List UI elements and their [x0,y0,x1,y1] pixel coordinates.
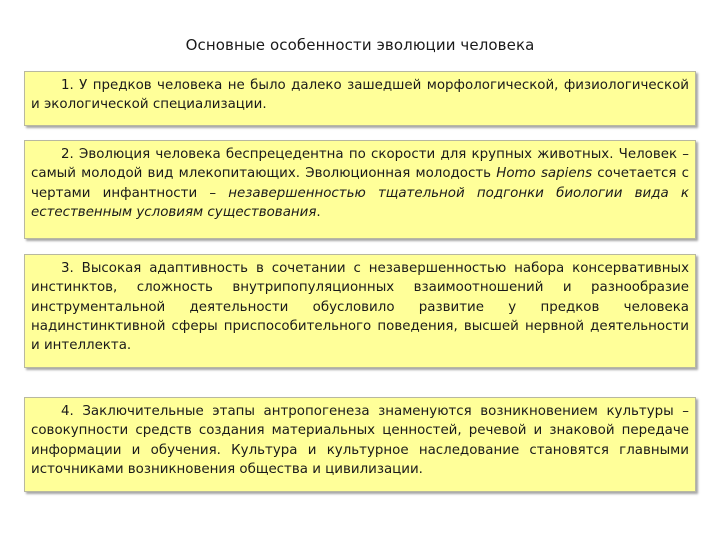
feature-box-3 [24,254,696,368]
feature-box-1 [24,71,696,126]
feature-text-1: 1. У предков человека не было далеко зашедшей морфологической, физиологической и экологической специализации. [31,78,689,113]
feature-text-2-end: . [316,204,321,220]
feature-text-4: 4. Заключительные этапы антропогенеза знаменуются возникновением культуры – совокупности средств создания материальных ценностей, речевой и знаковой передаче информации и обучения. Культура и культурное наследование становятся главными источниками возникновения общества и цивилизации. [31,404,689,477]
feature-text-2-part-2: сочетается с чертами инфантности – [31,166,690,201]
feature-box-4 [24,397,696,492]
page-title: Основные особенности эволюции человека [185,36,535,54]
species-name: Homo sapiens [496,166,593,182]
feature-text-2-part-1: 2. Эволюция человека беспрецедентна по скорости для крупных животных. Человек – самый молодой вид млекопитающих. Эволюционная молодость [31,147,689,182]
feature-text-2-italic: незавершенностью тщательной подгонки биологии вида к естественным условиям существования [31,185,690,220]
feature-box-2 [24,140,696,239]
feature-text-3: 3. Высокая адаптивность в сочетании с незавершенностью набора консервативных инстинктов, сложность внутрипопуляционных взаимоотношений и разнообразие инструментальной деятельности обусловило развитие у предков человека надинстинктивной сферы приспособительного поведения, высшей нервной деятельности и интеллекта. [31,261,689,354]
